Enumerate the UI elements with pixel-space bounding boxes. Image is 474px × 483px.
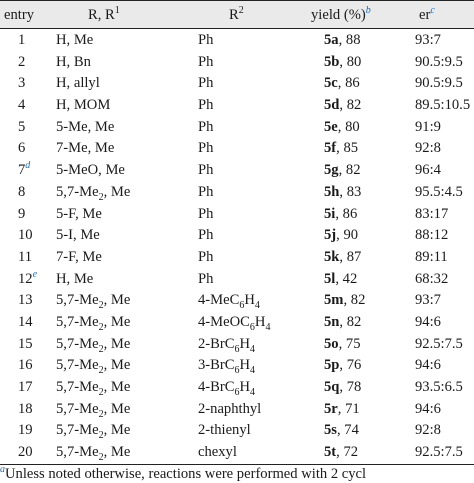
formula-part: Ph (198, 162, 214, 179)
formula-part: 5,7-Me (56, 444, 99, 461)
cell-er (415, 334, 463, 356)
cell-r-r1 (56, 420, 130, 442)
cell-r-r1 (56, 399, 130, 421)
yield-value: , 87 (339, 248, 362, 265)
formula-part: H (254, 313, 266, 330)
cell-er (415, 225, 448, 247)
cell-r-r1 (56, 312, 130, 334)
cell-yield (324, 269, 357, 291)
entry-number: 3 (18, 75, 26, 92)
cell-r-r1 (56, 269, 93, 291)
formula-part: 4 (250, 387, 256, 398)
formula-part: , Me (103, 444, 131, 461)
cell-yield (324, 138, 358, 160)
er-value: 92:8 (415, 422, 441, 439)
cell-r-r1 (56, 225, 100, 247)
formula-part: , Me (103, 400, 131, 417)
compound-id: 5d (324, 97, 340, 114)
cell-er (415, 52, 463, 74)
cell-er (415, 377, 463, 399)
table-row (0, 399, 474, 421)
cell-er (415, 73, 463, 95)
cell-r2 (198, 30, 213, 52)
cell-er (415, 269, 448, 291)
cell-r2 (198, 334, 255, 356)
cell-yield (324, 290, 365, 312)
entry-number: 6 (18, 140, 26, 157)
formula-part: 5,7-Me (56, 400, 99, 417)
formula-part: , Me (103, 313, 131, 330)
header-r-sup: 1 (114, 5, 120, 16)
table-row (0, 442, 474, 464)
formula-part: 6 (249, 321, 255, 333)
formula-part: 5-F, Me (56, 205, 102, 222)
cell-r2 (198, 225, 213, 247)
er-value: 92.5:7.5 (415, 335, 463, 352)
formula-part: 2 (98, 191, 104, 203)
formula-part: 2 (98, 408, 104, 420)
cell-r-r1 (56, 290, 130, 312)
formula-part: 5-I, Me (56, 227, 100, 244)
yield-value: , 75 (338, 335, 361, 352)
cell-yield (324, 52, 361, 74)
yield-value: , 78 (339, 379, 362, 395)
formula-part: H (239, 335, 251, 352)
er-value: 83:17 (415, 205, 449, 222)
formula-part: 4-MeOC (198, 313, 250, 330)
er-value: 92:8 (415, 140, 441, 157)
header-yield-label: yield (%) (311, 7, 366, 23)
compound-id: 5t (324, 444, 337, 461)
formula-part: 4 (265, 321, 271, 333)
er-value: 93.5:6.5 (415, 379, 463, 395)
cell-entry (18, 399, 33, 421)
cell-entry (18, 290, 33, 312)
entry-number: 20 (18, 444, 33, 461)
cell-yield (324, 117, 360, 139)
cell-r-r1 (56, 160, 125, 182)
entry-number: 9 (18, 205, 26, 222)
table-row (0, 182, 474, 204)
formula-part: H, Me (56, 270, 94, 287)
cell-r-r1 (56, 52, 91, 74)
footnote-text: Unless noted otherwise, reactions were performed with 2 cycl (5, 466, 367, 482)
cell-yield (324, 377, 361, 399)
table-row (0, 290, 474, 312)
cell-entry (18, 160, 30, 182)
compound-id: 5q (324, 379, 340, 395)
cell-er (415, 399, 441, 421)
entry-number: 16 (18, 357, 33, 374)
er-value: 89:11 (415, 248, 448, 265)
entry-number: 14 (18, 313, 33, 330)
cell-entry (18, 52, 25, 74)
header-r-r1 (88, 5, 120, 25)
entry-number: 1 (18, 32, 26, 48)
formula-part: 2 (98, 300, 104, 312)
header-r2-label: R (229, 7, 239, 23)
formula-part: 2-naphthyl (198, 400, 262, 417)
cell-er (415, 138, 441, 160)
er-value: 96:4 (415, 162, 441, 179)
yield-value: , 86 (337, 75, 360, 92)
cell-r2 (198, 312, 270, 334)
cell-yield (324, 95, 361, 117)
cell-r-r1 (56, 442, 130, 464)
compound-id: 5c (324, 75, 338, 92)
cell-r2 (198, 73, 213, 95)
top-rule (0, 0, 474, 1)
formula-part: Ph (198, 97, 214, 114)
cell-entry (18, 225, 33, 247)
formula-part: 5,7-Me (56, 313, 99, 330)
formula-part: 5,7-Me (56, 422, 99, 439)
cell-r2 (198, 138, 213, 160)
cell-r2 (198, 420, 251, 442)
formula-part: 7-Me, Me (56, 140, 115, 157)
table-body (0, 30, 474, 464)
compound-id: 5a (324, 32, 339, 48)
yield-value: , 82 (343, 292, 366, 309)
cell-er (415, 312, 441, 334)
formula-part: Ph (198, 248, 214, 265)
formula-part: 2 (98, 430, 104, 442)
table-row (0, 52, 474, 74)
entry-number: 4 (18, 97, 26, 114)
cell-r2 (198, 269, 213, 291)
cell-r2 (198, 355, 255, 377)
header-er-label: er (419, 7, 431, 23)
formula-part: 2 (98, 321, 104, 333)
formula-part: 5-Me, Me (56, 118, 115, 135)
table-row (0, 312, 474, 334)
cell-entry (18, 95, 25, 117)
header-yield (311, 5, 371, 25)
table-row (0, 138, 474, 160)
formula-part: H (244, 292, 255, 309)
formula-part: 2-BrC (198, 335, 235, 352)
er-value: 88:12 (415, 227, 449, 244)
formula-part: H, Bn (56, 53, 91, 70)
formula-part: Ph (198, 140, 214, 157)
cell-entry (18, 30, 25, 52)
table-row (0, 334, 474, 356)
formula-part: , Me (103, 292, 131, 309)
header-er-footnote[interactable]: c (430, 5, 435, 16)
cell-yield (324, 182, 361, 204)
cell-yield (324, 73, 360, 95)
compound-id: 5h (324, 183, 340, 200)
formula-part: H (239, 379, 251, 395)
formula-part: H, allyl (56, 75, 100, 92)
bottom-rule (0, 464, 474, 465)
formula-part: 4 (250, 343, 256, 355)
table-row (0, 247, 474, 269)
cell-r-r1 (56, 204, 102, 226)
table-row (0, 355, 474, 377)
entry-footnote-link[interactable]: e (32, 268, 38, 280)
formula-part: Ph (198, 183, 214, 200)
formula-part: 6 (239, 300, 245, 312)
formula-part: Ph (198, 205, 214, 222)
yield-value: , 74 (336, 422, 359, 439)
formula-part: 2 (98, 365, 104, 377)
cell-entry (18, 355, 33, 377)
cell-entry (18, 334, 33, 356)
yield-value: , 80 (337, 118, 360, 135)
er-value: 95.5:4.5 (415, 183, 463, 200)
compound-id: 5o (324, 335, 339, 352)
formula-part: 3-BrC (198, 357, 235, 374)
footnote-marker: a (0, 466, 5, 475)
formula-part: , Me (103, 422, 131, 439)
cell-r2 (198, 247, 213, 269)
header-r-label: R, R (88, 7, 115, 23)
cell-yield (324, 442, 358, 464)
cell-r2 (198, 377, 255, 399)
cell-r2 (198, 52, 213, 74)
cell-r2 (198, 160, 213, 182)
yield-value: , 42 (335, 270, 358, 287)
cell-er (415, 182, 463, 204)
entry-number: 5 (18, 118, 26, 135)
cell-entry (18, 117, 25, 139)
formula-part: , Me (103, 183, 131, 200)
yield-value: , 72 (336, 444, 359, 461)
yield-value: , 83 (339, 183, 362, 200)
compound-id: 5g (324, 162, 339, 179)
cell-r-r1 (56, 355, 130, 377)
formula-part: 6 (234, 343, 240, 355)
compound-id: 5m (324, 292, 344, 309)
cell-er (415, 290, 441, 312)
formula-part: 7-F, Me (56, 248, 102, 265)
entry-number: 18 (18, 400, 33, 417)
cell-er (415, 117, 441, 139)
formula-part: 5,7-Me (56, 357, 99, 374)
formula-part: Ph (198, 32, 214, 48)
cell-r-r1 (56, 182, 130, 204)
er-value: 94:6 (415, 357, 441, 374)
formula-part: 4-MeC (198, 292, 240, 309)
yield-value: , 82 (338, 162, 361, 179)
cell-yield (324, 334, 360, 356)
formula-part: , Me (103, 357, 131, 374)
yield-value: , 82 (339, 97, 362, 114)
cell-yield (324, 355, 361, 377)
formula-part: 5,7-Me (56, 379, 99, 395)
header-er (419, 5, 435, 25)
compound-id: 5r (324, 400, 338, 417)
cell-er (415, 420, 441, 442)
yield-value: , 90 (336, 227, 359, 244)
yield-value: , 86 (335, 205, 358, 222)
cell-r2 (198, 204, 213, 226)
cell-entry (18, 420, 33, 442)
yield-value: , 85 (336, 140, 359, 157)
cell-entry (18, 138, 25, 160)
er-value: 92.5:7.5 (415, 444, 463, 461)
table-row (0, 377, 474, 399)
table-row (0, 30, 474, 52)
er-value: 90.5:9.5 (415, 75, 463, 92)
formula-part: H, MOM (56, 97, 111, 114)
table-row (0, 269, 474, 291)
er-value: 94:6 (415, 400, 441, 417)
cell-er (415, 355, 441, 377)
cell-r-r1 (56, 377, 130, 399)
cell-r-r1 (56, 95, 110, 117)
cell-entry (18, 442, 33, 464)
er-value: 90.5:9.5 (415, 53, 463, 70)
cell-yield (324, 204, 357, 226)
cell-r2 (198, 117, 213, 139)
cell-r-r1 (56, 30, 93, 52)
compound-id: 5k (324, 248, 340, 265)
formula-part: 5-MeO, Me (56, 162, 125, 179)
cell-entry (18, 312, 33, 334)
cell-entry (18, 73, 25, 95)
cell-r2 (198, 95, 213, 117)
formula-part: H (239, 357, 251, 374)
compound-id: 5s (324, 422, 337, 439)
cell-entry (18, 182, 25, 204)
formula-part: Ph (198, 118, 214, 135)
yield-value: , 76 (339, 357, 362, 374)
cell-entry (18, 269, 37, 291)
er-value: 93:7 (415, 32, 441, 48)
compound-id: 5n (324, 313, 340, 330)
cell-yield (324, 312, 361, 334)
header-r2-sup: 2 (238, 5, 244, 16)
table-row (0, 117, 474, 139)
cell-er (415, 442, 463, 464)
cell-entry (18, 377, 33, 399)
cell-er (415, 247, 448, 269)
formula-part: Ph (198, 53, 214, 70)
formula-part: Ph (198, 227, 214, 244)
formula-part: 6 (234, 365, 240, 377)
formula-part: 2-thienyl (198, 422, 251, 439)
cell-yield (324, 247, 361, 269)
entry-number: 10 (18, 227, 33, 244)
cell-r2 (198, 442, 237, 464)
header-entry-label: entry (4, 7, 34, 23)
compound-id: 5j (324, 227, 337, 244)
cell-r2 (198, 182, 213, 204)
formula-part: 4-BrC (198, 379, 235, 395)
entry-number: 11 (18, 248, 33, 265)
formula-part: 6 (234, 387, 240, 398)
yield-value: , 88 (338, 32, 361, 48)
compound-id: 5l (324, 270, 336, 287)
formula-part: 2 (98, 387, 104, 398)
compound-id: 5e (324, 118, 338, 135)
table-row (0, 160, 474, 182)
cell-yield (324, 160, 360, 182)
entry-footnote-link[interactable]: d (25, 160, 31, 172)
cell-er (415, 30, 441, 52)
yield-value: , 71 (337, 400, 360, 417)
cell-r-r1 (56, 117, 114, 139)
compound-id: 5p (324, 357, 340, 374)
table-row (0, 420, 474, 442)
cell-yield (324, 30, 360, 52)
cell-er (415, 95, 470, 117)
er-value: 89.5:10.5 (415, 97, 471, 114)
formula-part: 5,7-Me (56, 335, 99, 352)
cell-r2 (198, 290, 260, 312)
cell-er (415, 160, 441, 182)
entry-number: 19 (18, 422, 33, 439)
entry-number: 2 (18, 53, 26, 70)
table-row (0, 95, 474, 117)
cell-r2 (198, 399, 261, 421)
er-value: 91:9 (415, 118, 441, 135)
yield-value: , 82 (339, 313, 362, 330)
compound-id: 5i (324, 205, 336, 222)
header-yield-footnote[interactable]: b (365, 5, 371, 16)
header-entry (4, 5, 34, 25)
header-r2 (229, 5, 244, 25)
entry-number: 8 (18, 183, 26, 200)
cell-er (415, 204, 448, 226)
cell-r-r1 (56, 73, 100, 95)
cell-r-r1 (56, 334, 130, 356)
formula-part: 2 (98, 343, 104, 355)
entry-number: 12 (18, 270, 33, 287)
table-row (0, 204, 474, 226)
formula-part: , Me (103, 335, 131, 352)
formula-part: H, Me (56, 32, 94, 48)
er-value: 94:6 (415, 313, 441, 330)
entry-number: 7 (18, 162, 26, 179)
entry-number: 15 (18, 335, 33, 352)
cell-entry (18, 247, 32, 269)
formula-part: chexyl (198, 444, 237, 461)
cell-r-r1 (56, 247, 102, 269)
compound-id: 5b (324, 53, 340, 70)
yield-value: , 80 (339, 53, 362, 70)
compound-id: 5f (324, 140, 337, 157)
formula-part: , Me (103, 379, 131, 395)
cell-r-r1 (56, 138, 114, 160)
formula-part: 5,7-Me (56, 292, 99, 309)
entry-number: 17 (18, 379, 33, 395)
formula-part: 4 (254, 300, 260, 312)
table-footnote (0, 466, 474, 483)
formula-part: 4 (250, 365, 256, 377)
header-rule (0, 28, 474, 29)
cell-yield (324, 225, 358, 247)
table-row (0, 225, 474, 247)
cell-yield (324, 399, 360, 421)
table-row (0, 73, 474, 95)
formula-part: Ph (198, 75, 214, 92)
formula-part: 2 (98, 452, 104, 464)
er-value: 68:32 (415, 270, 449, 287)
formula-part: Ph (198, 270, 214, 287)
cell-yield (324, 420, 359, 442)
er-value: 93:7 (415, 292, 441, 309)
formula-part: 5,7-Me (56, 183, 99, 200)
entry-number: 13 (18, 292, 33, 309)
cell-entry (18, 204, 25, 226)
